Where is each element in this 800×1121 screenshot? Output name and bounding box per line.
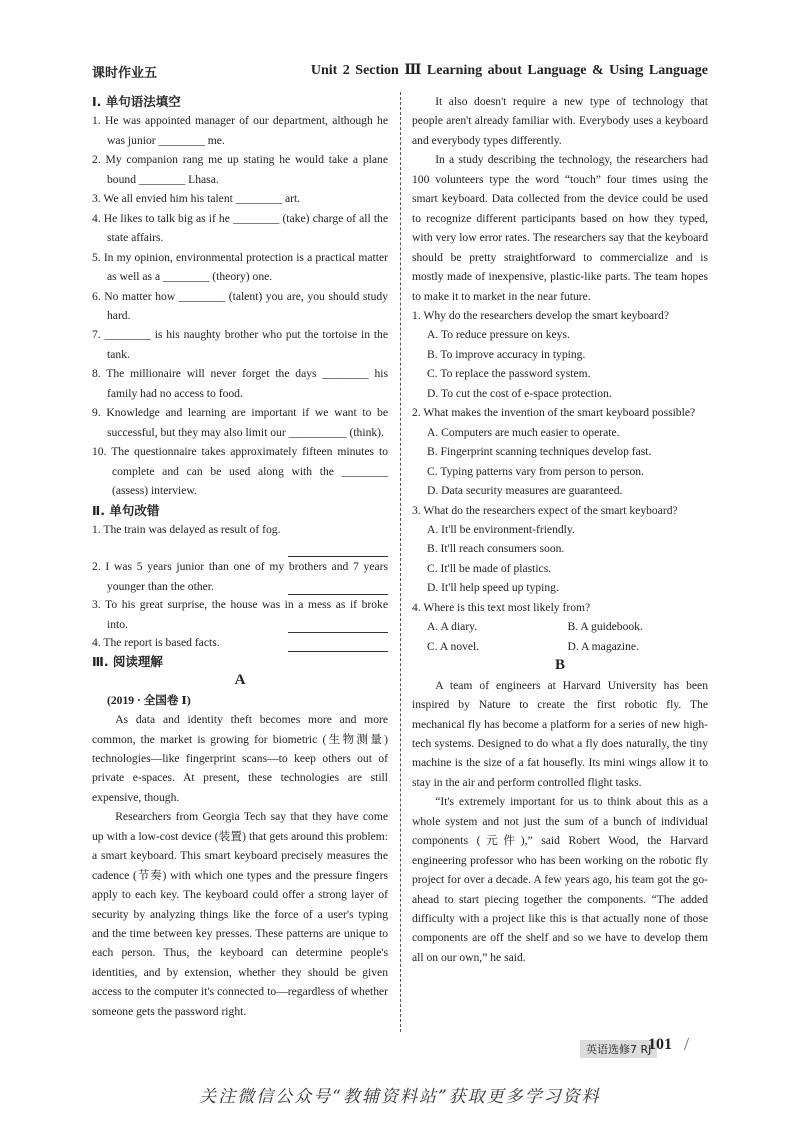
question: 4. Where is this text most likely from? (412, 600, 591, 614)
passage-source: (2019 · 全国卷 Ⅰ) (107, 693, 191, 707)
exercise-item: 5. In my opinion, environmental protection is a practical matter as well as a ________ (theory) one. (92, 250, 388, 284)
question: 1. Why do the researchers develop the smart keyboard? (412, 308, 670, 322)
unit-section-title: Unit 2 Section Ⅲ Learning about Language & Using Language (310, 63, 708, 78)
passage-a-label: A (234, 672, 246, 689)
passage-paragraph: As data and identity theft becomes more and more common, the market is growing for biometric (生物测量) technologies—like fingerprint scans—to keep others out of private e-spaces. At present, these technologies are still expensive, though. (92, 713, 388, 804)
correction-item: 3. To his great surprise, the house was in a mess as if broke into. (92, 598, 388, 631)
answer-line[interactable] (288, 634, 388, 652)
question: 3. What do the researchers expect of the smart keyboard? (412, 503, 678, 517)
option[interactable]: B. Fingerprint scanning techniques develop fast. (427, 445, 652, 459)
exercise-item: 7. ________ is his naughty brother who put the tortoise in the tank. (92, 328, 388, 361)
correction-item: 2. I was 5 years junior than one of my brothers and 7 years younger than the other. (92, 560, 388, 593)
footer-watermark: 关注微信公众号“教辅资料站”获取更多学习资料 (199, 1087, 601, 1107)
option[interactable]: C. To replace the password system. (427, 367, 591, 381)
part2-title: Ⅱ. 单句改错 (92, 502, 160, 518)
option[interactable]: B. A guidebook. (567, 620, 643, 634)
option[interactable]: D. To cut the cost of e-space protection. (427, 386, 612, 400)
part1-title: Ⅰ. 单句语法填空 (92, 94, 181, 109)
answer-line[interactable] (288, 577, 388, 595)
exercise-item: 3. We all envied him his talent ________ art. (92, 192, 301, 206)
exercise-item: 1. He was appointed manager of our department, although he was junior ________ me. (92, 114, 388, 147)
option[interactable]: C. Typing patterns vary from person to person. (427, 464, 644, 478)
option[interactable]: D. A magazine. (567, 639, 639, 653)
exercise-item: 6. No matter how ________ (talent) you are, you should study hard. (92, 289, 388, 322)
exercise-item: 2. My companion rang me up stating he would take a plane bound ________ Lhasa. (92, 153, 388, 186)
passage-paragraph: In a study describing the technology, the researchers had 100 volunteers type the word “touch” four times using the smart keyboard. Data collected from the device could be used to recognize different participants based on how they typed, with very low error rates. The researchers say that the keyboard should be pretty straightforward to commercialize and is mostly made of inexpensive, plastic-like parts. The team hopes to make it to market in the near future. (412, 153, 708, 303)
right-column (412, 92, 708, 967)
page-number: 101 (648, 1036, 672, 1053)
option[interactable]: A. It'll be environment-friendly. (427, 522, 575, 536)
option[interactable]: A. To reduce pressure on keys. (427, 328, 570, 342)
answer-line[interactable] (288, 539, 388, 557)
exercise-item: 10. The questionnaire takes approximately fifteen minutes to complete and can be used along with the ________ (assess) interview. (92, 445, 388, 498)
question: 2. What makes the invention of the smart keyboard possible? (412, 406, 696, 420)
passage-paragraph: It also doesn't require a new type of technology that people aren't already familiar with. Everybody uses a keyboard and everybody types differently. (412, 95, 708, 147)
option[interactable]: C. It'll be made of plastics. (427, 561, 552, 575)
correction-item: 4. The report is based facts. (92, 636, 220, 650)
exercise-item: 4. He likes to talk big as if he ________ (take) charge of all the state affairs. (92, 211, 388, 245)
correction-item: 1. The train was delayed as result of fog. (92, 522, 281, 536)
option[interactable]: B. To improve accuracy in typing. (427, 347, 586, 361)
left-column (92, 92, 388, 1021)
option[interactable]: C. A novel. (427, 639, 480, 653)
column-divider (400, 92, 401, 1032)
book-tag: 英语选修7 RJ (580, 1040, 657, 1058)
page-slash-decoration: / (684, 1034, 690, 1054)
passage-paragraph: Researchers from Georgia Tech say that they have come up with a low-cost device (装置) that gets around this problem: a smart keyboard. This smart keyboard precisely measures the cadence (节奏) with which one types and the pressure fingers apply to each key. The keyboard could offer a strong layer of security by analyzing things like the force of a user's typing and the time between key presses. These patterns are unique to each person. Thus, the keyboard can determine people's identities, and by extension, whether they should be given access to the computer it's connected to—regardless of whether someone gets the password right. (92, 810, 388, 1018)
option[interactable]: A. A diary. (427, 620, 478, 634)
passage-paragraph: A team of engineers at Harvard University has been inspired by Nature to create the first robotic fly. The mechanical fly has become a platform for a series of new high-tech systems. Designed to do what a fly does naturally, the tiny machine is the size of a fat housefly. Its mini wings allow it to stay in the air and perform controlled flight tasks. (412, 678, 708, 789)
option[interactable]: D. It'll help speed up typing. (427, 581, 559, 595)
exercise-item: 9. Knowledge and learning are important if we want to be successful, but they may also limit our __________ (think). (92, 406, 388, 439)
part3-title: Ⅲ. 阅读理解 (92, 653, 163, 669)
exercise-item: 8. The millionaire will never forget the days ________ his family had no access to food. (92, 367, 388, 400)
passage-b-label: B (554, 657, 565, 674)
passage-paragraph: “It's extremely important for us to think about this as a whole system and not just the sum of a bunch of individual components (元件),” said Robert Wood, the Harvard engineering professor who has been working on the robotic fly project for over a decade. A few years ago, his team got the go-ahead to start piecing together the components. “The added difficulty with a project like this is that actually none of those components are off the shelf and so we have to develop them all on our own,” he said. (412, 795, 708, 964)
option[interactable]: D. Data security measures are guaranteed. (427, 484, 623, 498)
lesson-title: 课时作业五 (92, 66, 158, 81)
option[interactable]: B. It'll reach consumers soon. (427, 542, 565, 556)
answer-line[interactable] (288, 615, 388, 633)
option[interactable]: A. Computers are much easier to operate. (427, 425, 620, 439)
